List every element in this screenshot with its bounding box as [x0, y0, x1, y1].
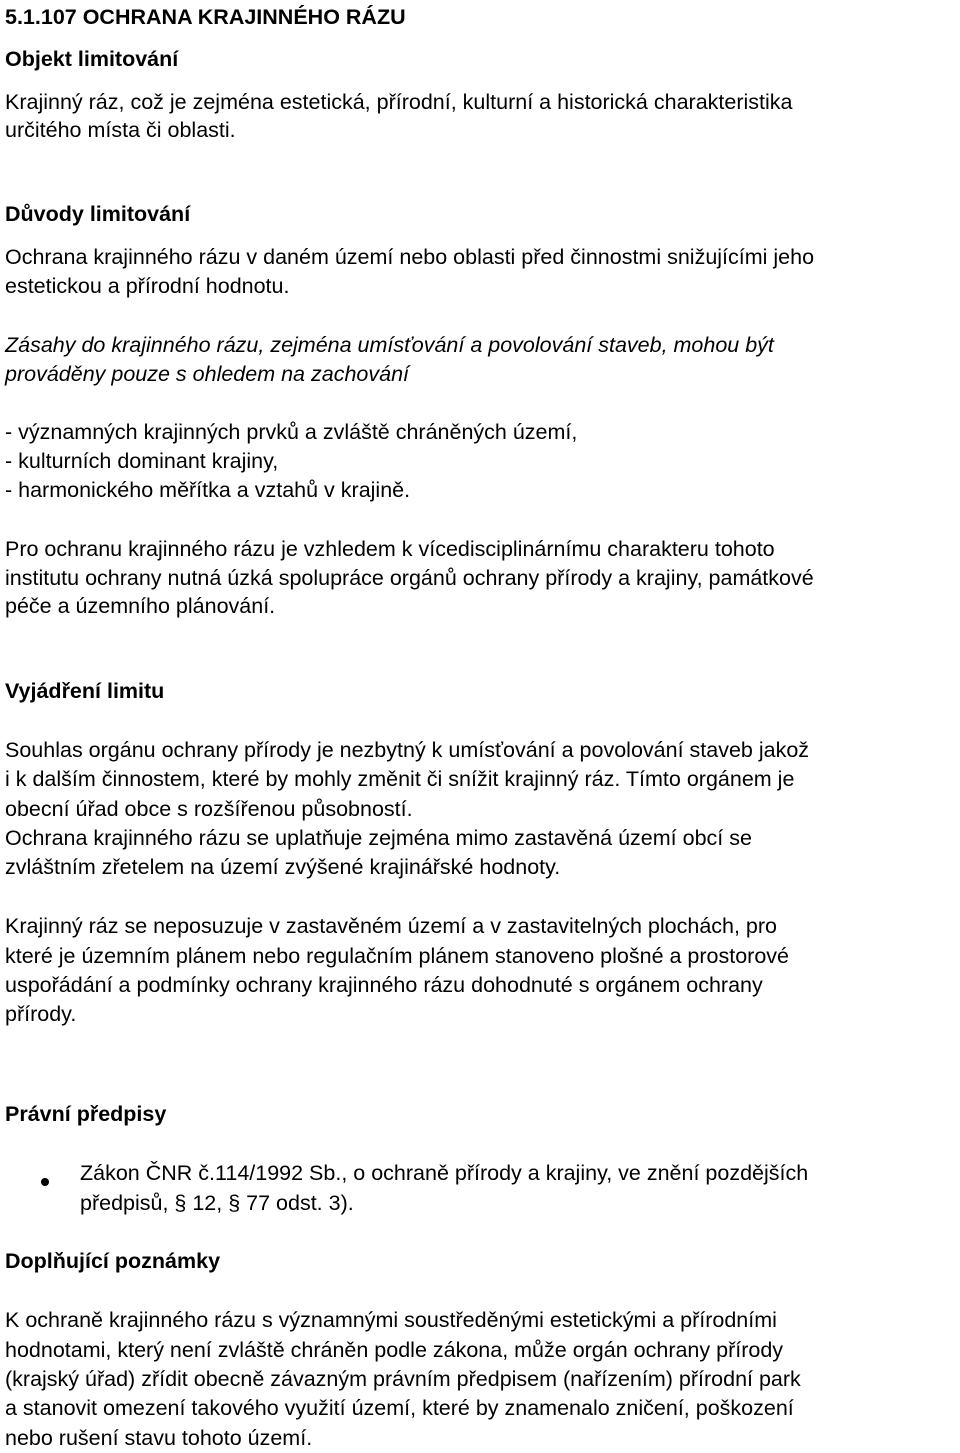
heading-duvody-limitovani: Důvody limitování	[5, 202, 191, 226]
paragraph-line: péče a územního plánování.	[5, 594, 276, 618]
paragraph-line: estetickou a přírodní hodnotu.	[5, 274, 290, 298]
list-item: - významných krajinných prvků a zvláště chráněných území,	[5, 420, 578, 444]
paragraph-line: Ochrana krajinného rázu se uplatňuje zejména mimo zastavěná území obcí se	[5, 826, 752, 850]
bullet-text-line: Zákon ČNR č.114/1992 Sb., o ochraně přírody a krajiny, ve znění pozdějších	[80, 1161, 809, 1185]
paragraph-line: K ochraně krajinného rázu s významnými soustředěnými estetickými a přírodními	[5, 1308, 777, 1332]
paragraph-line: Pro ochranu krajinného rázu je vzhledem k vícedisciplinárnímu charakteru tohoto	[5, 537, 775, 561]
section-title: 5.1.107 OCHRANA KRAJINNÉHO RÁZU	[5, 5, 406, 29]
heading-vyjadreni-limitu: Vyjádření limitu	[5, 679, 165, 703]
italic-paragraph-line: prováděny pouze s ohledem na zachování	[5, 362, 409, 386]
bullet-icon	[41, 1178, 49, 1186]
paragraph-line: Ochrana krajinného rázu v daném území nebo oblasti před činnostmi snižujícími jeho	[5, 245, 815, 269]
heading-doplnujici-poznamky: Doplňující poznámky	[5, 1249, 221, 1273]
heading-objekt-limitovani: Objekt limitování	[5, 47, 179, 71]
paragraph-line: které je územním plánem nebo regulačním plánem stanoveno plošné a prostorové	[5, 944, 790, 968]
paragraph-line: Krajinný ráz, což je zejména estetická, přírodní, kulturní a historická charakteristika	[5, 90, 793, 114]
paragraph-line: (krajský úřad) zřídit obecně závazným právním předpisem (nařízením) přírodní park	[5, 1367, 801, 1391]
italic-paragraph-line: Zásahy do krajinného rázu, zejména umísťování a povolování staveb, mohou být	[5, 333, 774, 357]
list-item: - harmonického měřítka a vztahů v krajině.	[5, 478, 411, 502]
paragraph-line: určitého místa či oblasti.	[5, 118, 236, 142]
list-item: - kulturních dominant krajiny,	[5, 449, 279, 473]
paragraph-line: i k dalším činnostem, které by mohly změnit či snížit krajinný ráz. Tímto orgánem je	[5, 767, 795, 791]
paragraph-line: přírody.	[5, 1002, 77, 1026]
paragraph-line: hodnotami, který není zvláště chráněn podle zákona, může orgán ochrany přírody	[5, 1338, 784, 1362]
paragraph-line: obecní úřad obce s rozšířenou působností.	[5, 797, 413, 821]
paragraph-line: institutu ochrany nutná úzká spolupráce orgánů ochrany přírody a krajiny, památkové	[5, 566, 814, 590]
paragraph-line: a stanovit omezení takového využití území, které by znamenalo zničení, poškození	[5, 1396, 794, 1420]
paragraph-line: zvláštním zřetelem na území zvýšené krajinářské hodnoty.	[5, 855, 561, 879]
paragraph-line: Krajinný ráz se neposuzuje v zastavěném území a v zastavitelných plochách, pro	[5, 914, 778, 938]
bullet-text-line: předpisů, § 12, § 77 odst. 3).	[80, 1191, 354, 1215]
paragraph-line: Souhlas orgánu ochrany přírody je nezbytný k umísťování a povolování staveb jakož	[5, 738, 810, 762]
paragraph-line: uspořádání a podmínky ochrany krajinného rázu dohodnuté s orgánem ochrany	[5, 973, 763, 997]
paragraph-line: nebo rušení stavu tohoto území.	[5, 1426, 313, 1450]
heading-pravni-predpisy: Právní předpisy	[5, 1102, 167, 1126]
